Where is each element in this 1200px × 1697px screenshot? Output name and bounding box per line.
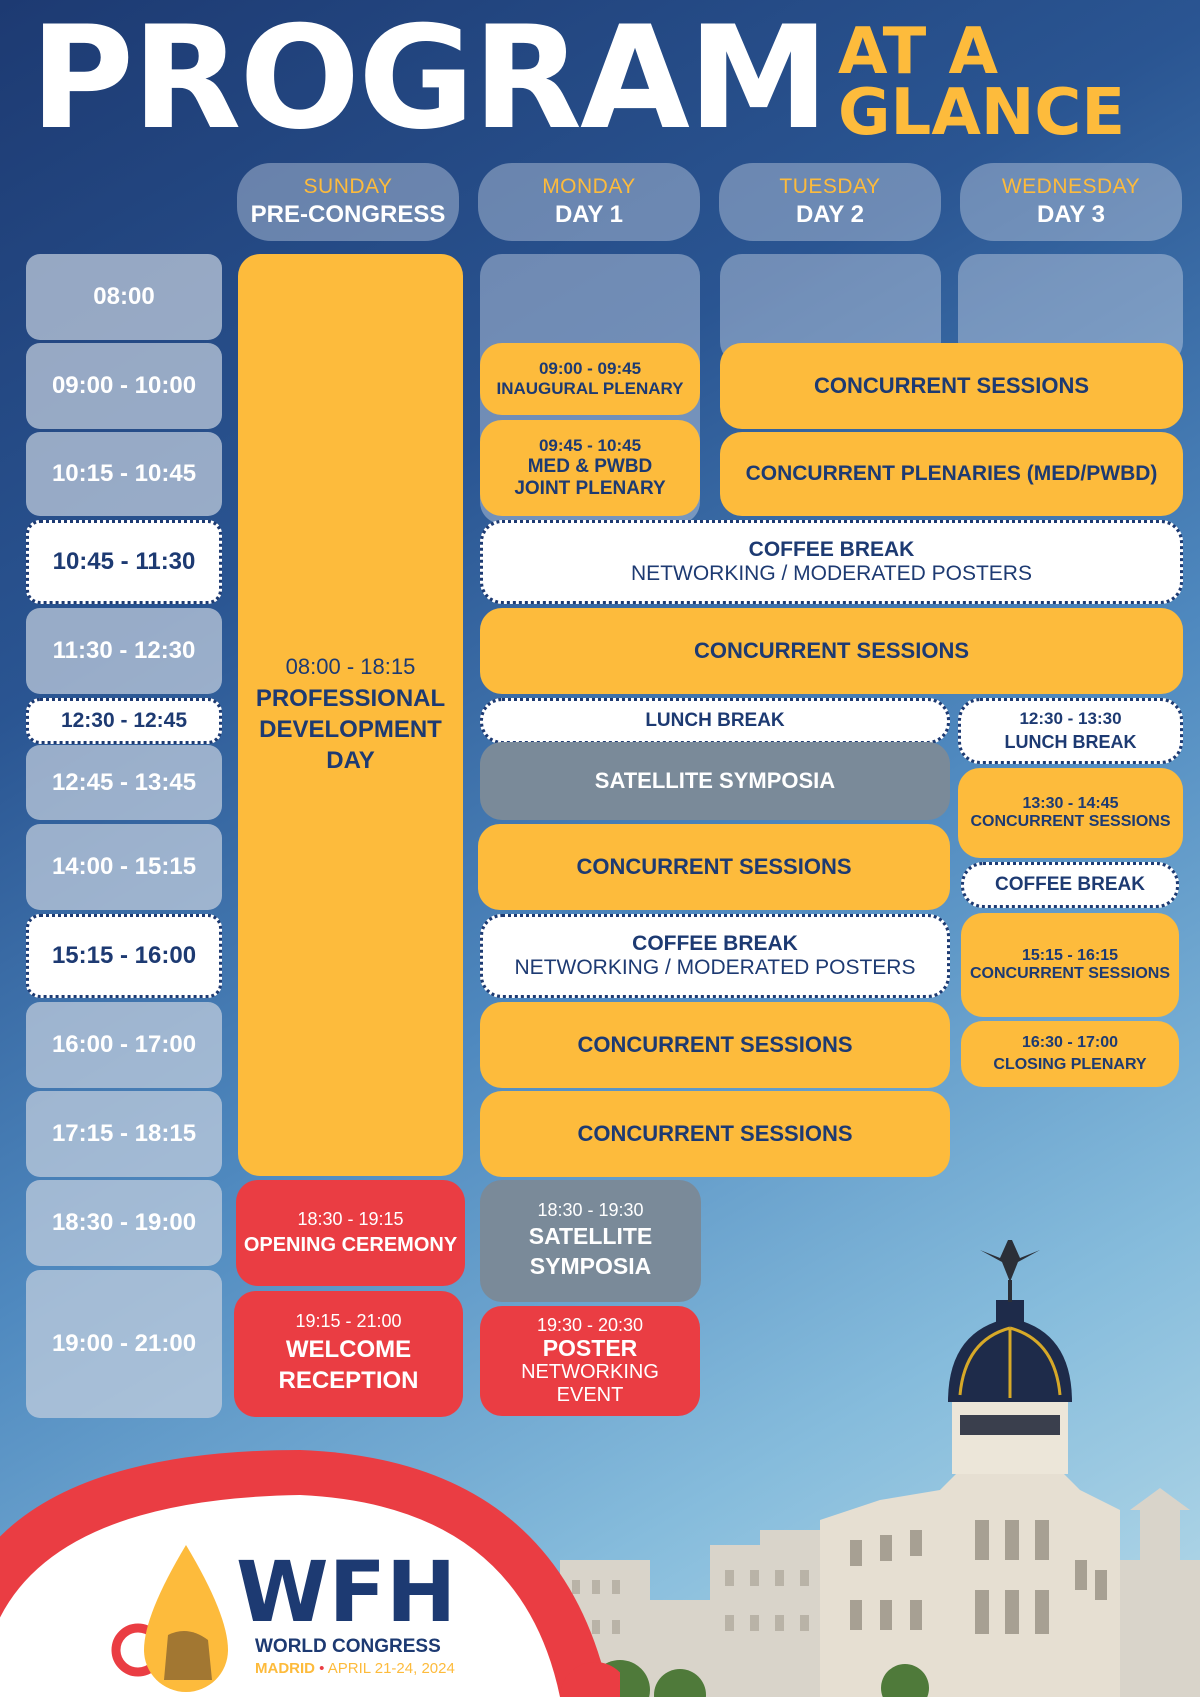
time-slot-break: 12:30 - 12:45	[26, 698, 222, 744]
session-title: INAUGURAL PLENARY	[496, 379, 684, 398]
time-slot: 17:15 - 18:15	[26, 1091, 222, 1177]
session-title: POSTER	[542, 1334, 638, 1361]
session-subtitle: NETWORKING / MODERATED POSTERS	[514, 956, 916, 979]
time-slot: 18:30 - 19:00	[26, 1180, 222, 1266]
session-title: CONCURRENT SESSIONS	[576, 854, 852, 880]
session-title: JOINT PLENARY	[514, 477, 666, 499]
session-time: 18:30 - 19:15	[297, 1209, 404, 1230]
session-title: COFFEE BREAK	[748, 537, 915, 561]
session-title: CONCURRENT SESSIONS	[813, 373, 1090, 399]
time-slot: 09:00 - 10:00	[26, 343, 222, 429]
logo-event: WORLD CONGRESS	[255, 1636, 441, 1657]
logo-dates: APRIL 21-24, 2024	[327, 1660, 455, 1677]
session-title: CONCURRENT SESSIONS	[577, 1032, 853, 1058]
session-time: 19:30 - 20:30	[536, 1315, 644, 1335]
time-slot: 16:00 - 17:00	[26, 1002, 222, 1088]
session-title: OPENING CEREMONY	[243, 1233, 458, 1256]
time-slot-break: 15:15 - 16:00	[26, 914, 222, 998]
session-time: 19:15 - 21:00	[295, 1311, 402, 1332]
session-time: 09:45 - 10:45	[538, 436, 642, 456]
logo-brand: WFH	[236, 1543, 457, 1641]
session-time: 12:30 - 13:30	[1019, 708, 1122, 728]
session-title: MED & PWBD	[527, 455, 653, 477]
session-time: 15:15 - 16:15	[1021, 946, 1119, 964]
session-subtitle: NETWORKING	[521, 1360, 659, 1383]
wfh-drop-logo-icon	[108, 1540, 238, 1695]
session-time: 16:30 - 17:00	[1021, 1033, 1119, 1051]
time-slot: 10:15 - 10:45	[26, 432, 222, 516]
session-time: 13:30 - 14:45	[1022, 794, 1119, 812]
day-name: SUNDAY	[303, 175, 393, 198]
session-title: LUNCH BREAK	[1004, 732, 1137, 753]
session-title: SATELLITE SYMPOSIA	[594, 768, 836, 794]
session-title: LUNCH BREAK	[645, 710, 785, 732]
page-title: PROGRAM	[30, 0, 828, 161]
day-label: DAY 3	[1036, 201, 1106, 228]
session-time: 09:00 - 09:45	[538, 359, 642, 379]
session-title: COFFEE BREAK	[995, 874, 1145, 896]
time-slot: 19:00 - 21:00	[26, 1270, 222, 1418]
time-slot: 11:30 - 12:30	[26, 608, 222, 694]
day-label: DAY 2	[795, 201, 865, 228]
session-time: 08:00 - 18:15	[285, 653, 416, 679]
logo-location-line	[255, 1660, 455, 1677]
session-title: CONCURRENT SESSIONS	[970, 813, 1171, 830]
logo-city: MADRID	[255, 1660, 315, 1677]
day-name: MONDAY	[542, 175, 636, 198]
time-slot: 12:45 - 13:45	[26, 745, 222, 820]
session-title: DEVELOPMENT	[259, 716, 442, 744]
session-title: CONCURRENT SESSIONS	[693, 638, 970, 664]
subtitle-line-1: AT A	[838, 15, 999, 89]
time-slot-break: 10:45 - 11:30	[26, 520, 222, 604]
logo-separator: •	[319, 1660, 325, 1677]
session-title: RECEPTION	[278, 1367, 419, 1395]
session-title: CONCURRENT SESSIONS	[577, 1121, 853, 1147]
day-name: WEDNESDAY	[1001, 175, 1141, 198]
session-title: CLOSING PLENARY	[993, 1056, 1147, 1073]
day-label: PRE-CONGRESS	[250, 201, 446, 228]
session-title: CONCURRENT PLENARIES (MED/PWBD)	[745, 461, 1158, 485]
time-slot: 08:00	[26, 254, 222, 340]
session-title: WELCOME	[285, 1336, 412, 1364]
session-title: CONCURRENT SESSIONS	[969, 965, 1171, 982]
session-title: SATELLITE	[528, 1223, 653, 1250]
session-title: PROFESSIONAL	[255, 684, 446, 712]
day-label: DAY 1	[554, 201, 624, 228]
day-name: TUESDAY	[779, 175, 881, 198]
session-title: SYMPOSIA	[529, 1253, 652, 1280]
session-subtitle: NETWORKING / MODERATED POSTERS	[631, 562, 1032, 585]
session-subtitle: EVENT	[556, 1383, 624, 1406]
session-title: COFFEE BREAK	[632, 931, 798, 955]
session-time: 18:30 - 19:30	[537, 1199, 644, 1220]
session-title: DAY	[326, 747, 375, 775]
subtitle-line-2: GLANCE	[838, 75, 1126, 150]
time-slot: 14:00 - 15:15	[26, 824, 222, 910]
